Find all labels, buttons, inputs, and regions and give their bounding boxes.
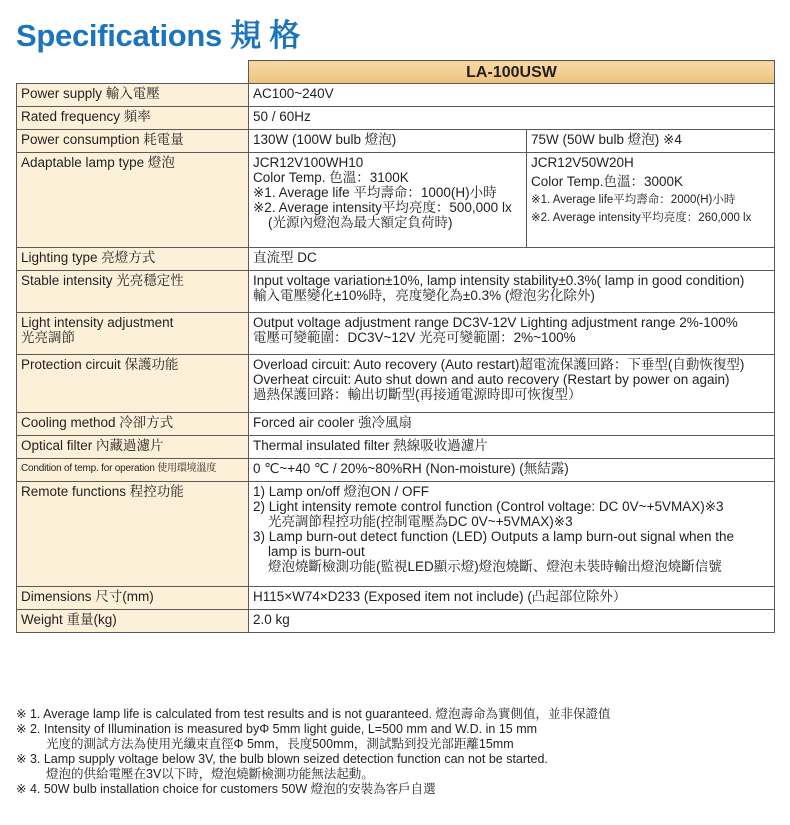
- value-line: 1) Lamp on/off 燈泡ON / OFF: [253, 484, 430, 499]
- intensity-adjustment-value: [249, 313, 775, 355]
- condition-value: 0 ℃~+40 ℃ / 20%~80%RH (Non-moisture) (無結露): [249, 459, 775, 482]
- average-intensity: ※2. Average intensity平均亮度：260,000 lx: [531, 212, 752, 224]
- remote-functions-value: [249, 482, 775, 587]
- power-supply-label: Power supply 輸入電壓: [17, 84, 249, 107]
- lamp-model: JCR12V50W20H: [531, 155, 634, 170]
- value-line: 光亮調節程控功能(控制電壓為DC 0V~+5VMAX)※3: [268, 514, 573, 529]
- footnote: ※ 1. Average lamp life is calculated from test results and is not guaranteed. 燈泡壽命為實側值，並非保證值: [16, 707, 611, 721]
- table-row: [17, 459, 775, 482]
- lamp-type-100w: [249, 153, 527, 248]
- footnote: ※ 4. 50W bulb installation choice for customers 50W 燈泡的安裝為客戶自選: [16, 782, 436, 796]
- power-consumption-value-50w: 75W (50W bulb 燈泡) ※4: [527, 130, 775, 153]
- intensity-note: (光源內燈泡為最大額定負荷時): [268, 215, 453, 230]
- stable-intensity-value: [249, 271, 775, 313]
- remote-functions-label: Remote functions 程控功能: [17, 482, 249, 587]
- cooling-label: Cooling method 冷卻方式: [17, 413, 249, 436]
- value-line: Input voltage variation±10%, lamp intensity stability±0.3%( lamp in good condition): [253, 273, 745, 288]
- footnote: ※ 2. Intensity of Illumination is measured byΦ 5mm light guide, L=500 mm and W.D. in 15 mm: [16, 722, 538, 736]
- rated-frequency-label: Rated frequency 頻率: [17, 107, 249, 130]
- rated-frequency-value: 50 / 60Hz: [249, 107, 775, 130]
- table-row: [17, 436, 775, 459]
- dimensions-label: Dimensions 尺寸(mm): [17, 587, 249, 610]
- value-line: Overload circuit: Auto recovery (Auto restart)超電流保護回路：下垂型(自動恢復型): [253, 357, 745, 372]
- lamp-type-50w: [527, 153, 775, 248]
- weight-value: 2.0 kg: [249, 610, 775, 633]
- table-row: [17, 107, 775, 130]
- value-line: 電壓可變範圍：DC3V~12V 光亮可變範圍：2%~100%: [253, 330, 576, 345]
- label-line: 光亮調節: [21, 330, 75, 345]
- footnote: 燈泡的供給電壓在3V以下時，燈泡燒斷檢測功能無法起動。: [46, 767, 374, 781]
- footnotes: [16, 707, 776, 797]
- value-line: 2) Light intensity remote control function (Control voltage: DC 0V~+5VMAX)※3: [253, 499, 724, 514]
- color-temp: Color Temp. 色溫：3100K: [253, 170, 409, 185]
- table-row: [17, 610, 775, 633]
- power-consumption-label: Power consumption 耗電量: [17, 130, 249, 153]
- table-row: [17, 355, 775, 413]
- optical-filter-value: Thermal insulated filter 熱線吸收過濾片: [249, 436, 775, 459]
- protection-value: [249, 355, 775, 413]
- average-life: ※1. Average life平均壽命：2000(H)小時: [531, 194, 736, 206]
- power-supply-value: AC100~240V: [249, 84, 775, 107]
- lamp-type-label: Adaptable lamp type 燈泡: [17, 153, 249, 248]
- value-line: lamp is burn-out: [268, 544, 365, 559]
- specifications-table: [16, 60, 775, 633]
- lamp-model: JCR12V100WH10: [253, 155, 364, 170]
- stable-intensity-label: Stable intensity 光亮穩定性: [17, 271, 249, 313]
- value-line: Overheat circuit: Auto shut down and auto recovery (Restart by power on again): [253, 372, 730, 387]
- table-row: [17, 587, 775, 610]
- value-line: 輸入電壓變化±10%時，亮度變化為±0.3% (燈泡劣化除外): [253, 288, 595, 303]
- table-row: [17, 130, 775, 153]
- label-line: Light intensity adjustment: [21, 315, 174, 330]
- optical-filter-label: Optical filter 內藏過濾片: [17, 436, 249, 459]
- value-line: 過熱保護回路：輸出切斷型(再接通電源時即可恢復型）: [253, 387, 582, 402]
- page-title: Specifications 規 格: [16, 18, 300, 53]
- table-row: [17, 482, 775, 587]
- value-line: 燈泡燒斷檢測功能(監視LED顯示燈)燈泡燒斷、燈泡未裝時輸出燈泡燒斷信號: [268, 559, 722, 574]
- table-row: [17, 248, 775, 271]
- protection-label: Protection circuit 保護功能: [17, 355, 249, 413]
- average-life: ※1. Average life 平均壽命：1000(H)小時: [253, 185, 497, 200]
- table-row: [17, 153, 775, 248]
- lighting-type-value: 直流型 DC: [249, 248, 775, 271]
- cooling-value: Forced air cooler 強冷風扇: [249, 413, 775, 436]
- table-row: [17, 313, 775, 355]
- color-temp: Color Temp.色溫：3000K: [531, 174, 684, 189]
- condition-label: Condition of temp. for operation 使用環境溫度: [17, 459, 249, 482]
- table-row: [17, 271, 775, 313]
- dimensions-value: H115×W74×D233 (Exposed item not include) (凸起部位除外）: [249, 587, 775, 610]
- weight-label: Weight 重量(kg): [17, 610, 249, 633]
- value-line: Output voltage adjustment range DC3V-12V Lighting adjustment range 2%-100%: [253, 315, 738, 330]
- footnote: ※ 3. Lamp supply voltage below 3V, the bulb blown seized detection function can not be started.: [16, 752, 548, 766]
- model-name: LA-100USW: [249, 61, 775, 84]
- model-header-row: [17, 61, 775, 84]
- footnote: 光度的測試方法為使用光纖束直徑Φ 5mm，長度500mm，測試點到投光部距離15mm: [46, 737, 514, 751]
- value-line: 3) Lamp burn-out detect function (LED) Outputs a lamp burn-out signal when the: [253, 529, 735, 544]
- table-row: [17, 413, 775, 436]
- intensity-adjustment-label: [17, 313, 249, 355]
- lighting-type-label: Lighting type 亮燈方式: [17, 248, 249, 271]
- power-consumption-value-100w: 130W (100W bulb 燈泡): [249, 130, 527, 153]
- table-row: [17, 84, 775, 107]
- average-intensity: ※2. Average intensity平均亮度：500,000 lx: [253, 200, 512, 215]
